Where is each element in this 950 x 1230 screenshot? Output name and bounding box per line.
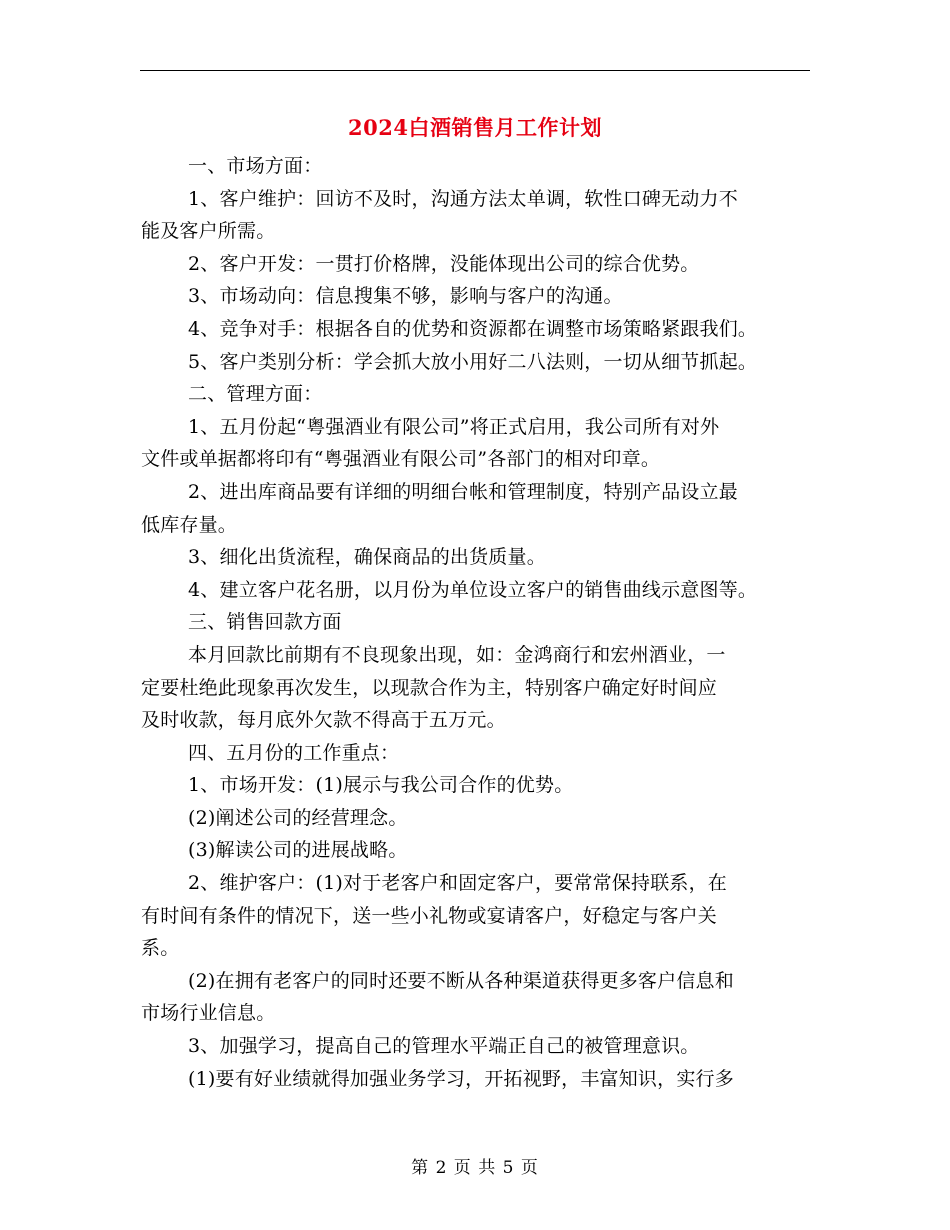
body-line: 1、客户维护：回访不及时，沟通方法太单调，软性口碑无动力不 <box>188 187 738 210</box>
body-line: 一、市场方面： <box>188 155 323 177</box>
body-line: (1)要有好业绩就得加强业务学习，开拓视野，丰富知识，实行多 <box>188 1067 734 1090</box>
header-rule <box>140 70 810 71</box>
body-line: 及时收款，每月底外欠款不得高于五万元。 <box>141 709 506 732</box>
body-line: 1、市场开发：(1)展示与我公司合作的优势。 <box>188 774 574 797</box>
body-line: 三、销售回款方面 <box>188 611 342 634</box>
body-line: 系。 <box>141 937 180 960</box>
body-line: 1、五月份起“粤强酒业有限公司”将正式启用，我公司所有对外 <box>188 415 720 438</box>
document-body <box>141 150 813 1095</box>
body-line: (2)阐述公司的经营理念。 <box>188 806 408 829</box>
body-line: 4、建立客户花名册，以月份为单位设立客户的销售曲线示意图等。 <box>188 578 758 601</box>
body-line: 文件或单据都将印有“粤强酒业有限公司”各部门的相对印章。 <box>141 448 661 471</box>
body-line: 2、维护客户：(1)对于老客户和固定客户，要常常保持联系，在 <box>188 872 728 895</box>
body-line: 3、加强学习，提高自己的管理水平端正自己的被管理意识。 <box>188 1035 700 1058</box>
document-title: 2024白酒销售月工作计划 <box>348 115 602 140</box>
body-line: 3、细化出货流程，确保商品的出货质量。 <box>188 546 546 569</box>
body-line: 二、管理方面： <box>188 383 323 406</box>
body-line: 能及客户所需。 <box>141 220 276 243</box>
body-line: 本月回款比前期有不良现象出现，如：金鸿商行和宏州酒业，一 <box>188 643 726 666</box>
body-line: 5、客户类别分析：学会抓大放小用好二八法则，一切从细节抓起。 <box>188 350 758 373</box>
page-footer: 第 2 页 共 5 页 <box>411 1158 539 1178</box>
body-line: 定要杜绝此现象再次发生，以现款合作为主，特别客户确定好时间应 <box>141 676 718 699</box>
body-line: 2、进出库商品要有详细的明细台帐和管理制度，特别产品设立最 <box>188 480 738 503</box>
body-line: 低库存量。 <box>141 513 238 536</box>
body-line: 2、客户开发：一贯打价格牌，没能体现出公司的综合优势。 <box>188 252 700 275</box>
body-line: 3、市场动向：信息搜集不够，影响与客户的沟通。 <box>188 285 623 308</box>
body-line: (2)在拥有老客户的同时还要不断从各种渠道获得更多客户信息和 <box>188 969 734 992</box>
body-line: 市场行业信息。 <box>141 1002 276 1025</box>
body-line: 四、五月份的工作重点： <box>188 741 400 764</box>
body-line: 4、竞争对手：根据各自的优势和资源都在调整市场策略紧跟我们。 <box>188 317 758 340</box>
body-line: (3)解读公司的进展战略。 <box>188 839 408 862</box>
body-line: 有时间有条件的情况下，送一些小礼物或宴请客户，好稳定与客户关 <box>141 904 718 927</box>
